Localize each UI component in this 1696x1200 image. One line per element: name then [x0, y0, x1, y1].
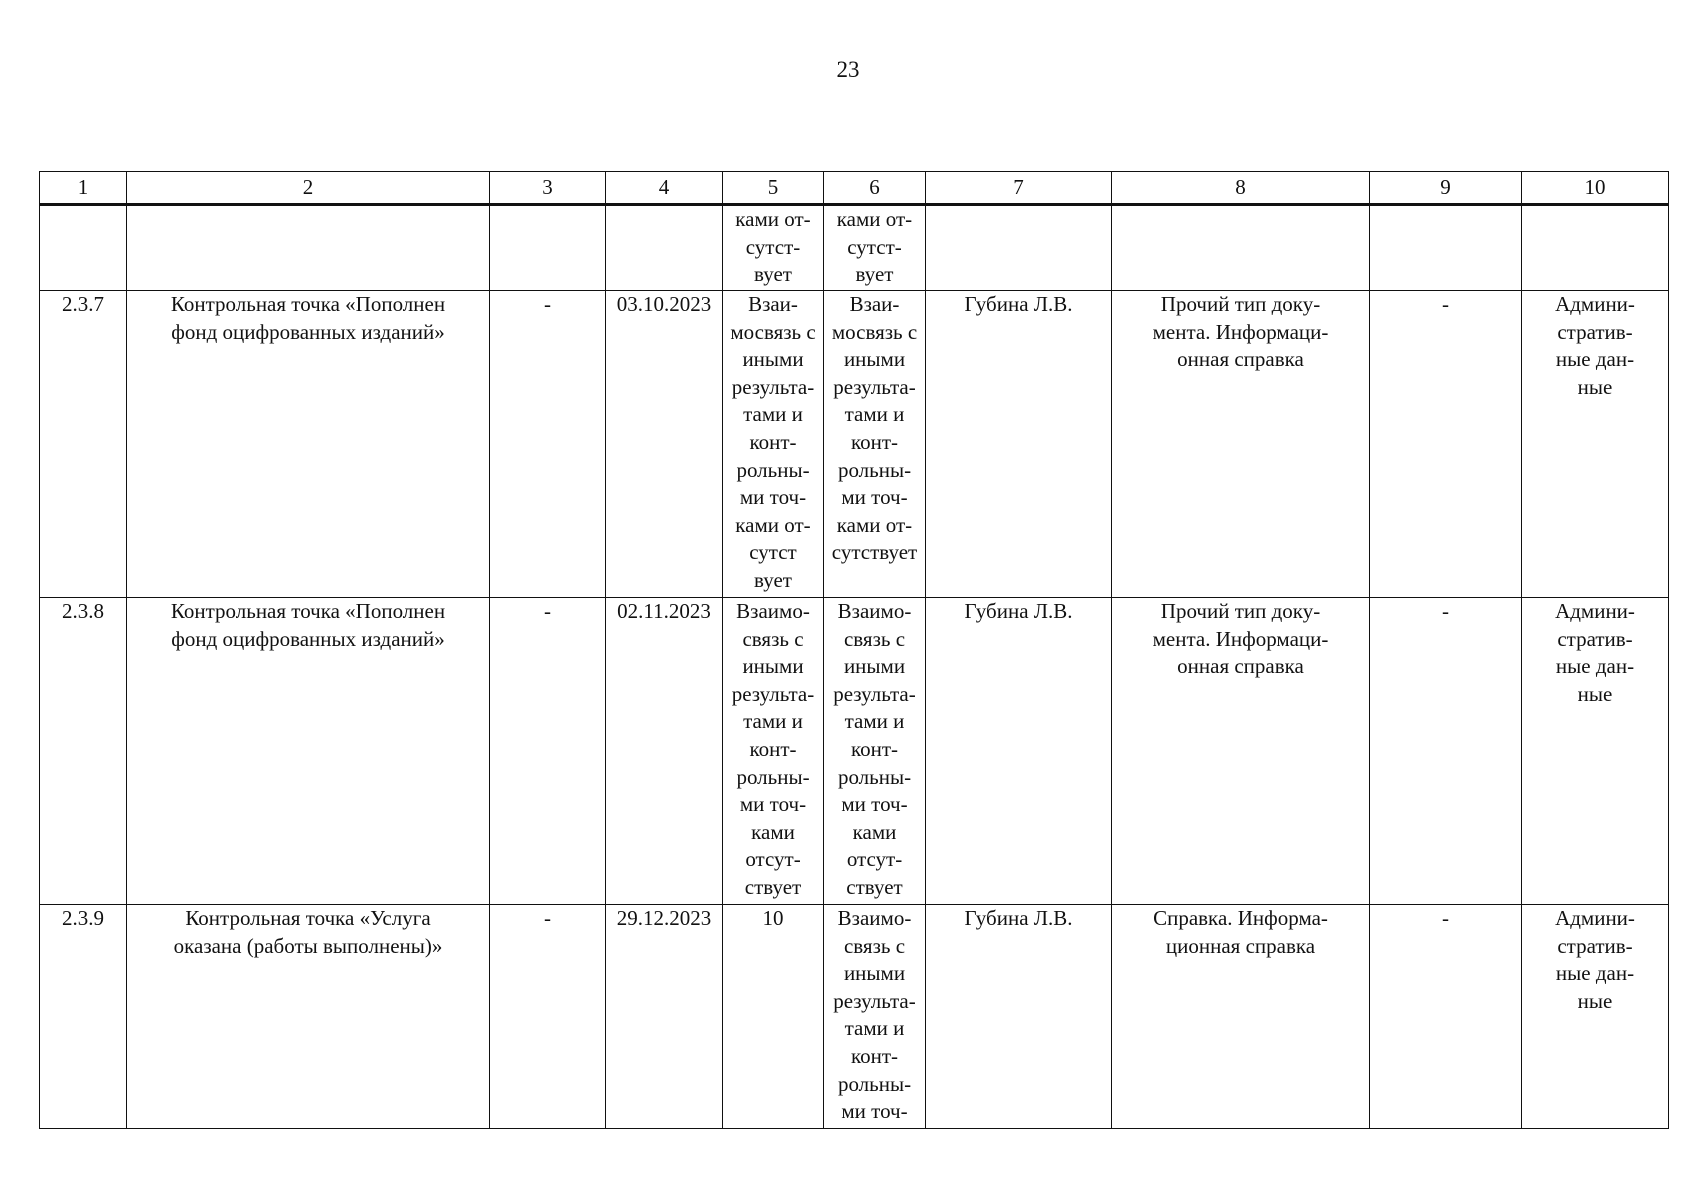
row-col-9: [1370, 205, 1522, 291]
column-header: 8: [1112, 172, 1370, 205]
cell-line: Админи-: [1555, 292, 1635, 316]
cell-line: иными: [843, 347, 906, 372]
cell-line: вует: [754, 567, 792, 592]
cell-line: ми точ-: [841, 485, 908, 510]
cell-line: ми точ-: [841, 792, 908, 817]
cell-line: рольны-: [837, 1071, 912, 1096]
row-responsible: Губина Л.В.: [926, 598, 1112, 905]
page-number: 23: [836, 57, 860, 82]
cell-line: сутствует: [831, 540, 918, 565]
cell-line: ками: [751, 819, 795, 844]
cell-line: ные: [1577, 374, 1613, 399]
row-number: [40, 205, 127, 291]
cell-line: связь с: [843, 626, 906, 651]
cell-line: Прочий тип доку-: [1160, 292, 1321, 316]
column-header: 1: [40, 172, 127, 205]
cell-line: ками от-: [836, 207, 913, 231]
cell-line: Взаи-: [748, 292, 798, 316]
cell-line: рольны-: [837, 457, 912, 482]
row-col-5: [723, 205, 824, 291]
cell-line: результа-: [833, 374, 916, 399]
cell-line: конт-: [749, 429, 797, 454]
table-row: [40, 905, 1669, 1129]
cell-line: конт-: [850, 429, 899, 454]
row-doc-type: [1112, 205, 1370, 291]
column-header: 2: [127, 172, 490, 205]
row-col-5: [723, 598, 824, 905]
cell-line: вует: [754, 262, 792, 287]
cell-line: ные дан-: [1555, 654, 1635, 679]
cell-line: Админи-: [1555, 599, 1635, 623]
cell-line: связь с: [843, 933, 906, 958]
cell-line: Справка. Информа-: [1153, 906, 1328, 930]
cell-line: стратив-: [1557, 319, 1633, 344]
row-name: [127, 598, 490, 905]
cell-line: Взаимо-: [837, 906, 912, 930]
row-col-6: [824, 598, 926, 905]
column-header: 4: [606, 172, 723, 205]
column-header: 9: [1370, 172, 1522, 205]
cell-line: тами и: [844, 709, 905, 734]
row-responsible: [926, 205, 1112, 291]
schedule-table: [39, 171, 1669, 1129]
cell-line: рольны-: [736, 764, 810, 789]
column-header: 7: [926, 172, 1112, 205]
row-source: [1522, 291, 1669, 598]
cell-line: мосвязь с: [730, 319, 816, 344]
cell-line: Взаи-: [849, 292, 900, 316]
column-header: 6: [824, 172, 926, 205]
cell-line: оказана (работы выполнены)»: [173, 933, 443, 958]
row-number: 2.3.8: [40, 598, 127, 905]
cell-line: онная справка: [1177, 347, 1304, 372]
row-name: [127, 905, 490, 1129]
cell-line: ные дан-: [1555, 961, 1635, 986]
row-date: 03.10.2023: [606, 291, 723, 598]
cell-line: ствует: [846, 874, 903, 899]
row-source: [1522, 205, 1669, 291]
cell-line: ционная справка: [1165, 933, 1316, 958]
cell-line: сутст-: [847, 234, 902, 259]
cell-line: тами и: [844, 402, 905, 427]
cell-line: иными: [843, 961, 906, 986]
row-col-3: [490, 205, 606, 291]
row-doc-type: [1112, 598, 1370, 905]
cell-line: ками от-: [735, 512, 811, 537]
cell-line: Прочий тип доку-: [1160, 599, 1321, 623]
cell-line: мента. Информаци-: [1152, 626, 1329, 651]
cell-line: стратив-: [1557, 626, 1633, 651]
cell-line: тами и: [844, 1016, 905, 1041]
table-row: [40, 205, 1669, 291]
row-responsible: Губина Л.В.: [926, 291, 1112, 598]
row-number: 2.3.9: [40, 905, 127, 1129]
cell-line: отсут-: [745, 847, 801, 872]
row-col-5: [723, 905, 824, 1129]
cell-line: конт-: [850, 736, 899, 761]
table-row: [40, 291, 1669, 598]
row-col-6: [824, 205, 926, 291]
cell-line: мента. Информаци-: [1152, 319, 1329, 344]
cell-line: ками: [852, 819, 897, 844]
cell-line: конт-: [749, 736, 797, 761]
cell-line: тами и: [743, 709, 803, 734]
cell-line: результа-: [833, 988, 916, 1013]
cell-line: ные дан-: [1555, 347, 1635, 372]
cell-line: иными: [843, 654, 906, 679]
row-date: 02.11.2023: [606, 598, 723, 905]
cell-line: иными: [742, 347, 804, 372]
row-col-3: -: [490, 598, 606, 905]
cell-line: стратив-: [1557, 933, 1633, 958]
row-col-3: -: [490, 905, 606, 1129]
cell-line: 10: [762, 906, 784, 930]
cell-line: результа-: [833, 681, 916, 706]
cell-line: Взаимо-: [837, 599, 912, 623]
row-source: [1522, 598, 1669, 905]
row-col-5: [723, 291, 824, 598]
cell-line: онная справка: [1177, 654, 1304, 679]
row-col-9: -: [1370, 291, 1522, 598]
column-header: 10: [1522, 172, 1669, 205]
cell-line: Админи-: [1555, 906, 1635, 930]
row-col-6: [824, 291, 926, 598]
cell-line: мосвязь с: [831, 319, 918, 344]
cell-line: ками от-: [836, 512, 913, 537]
row-date: [606, 205, 723, 291]
row-col-9: -: [1370, 905, 1522, 1129]
cell-line: ми точ-: [841, 1099, 908, 1124]
cell-line: Взаимо-: [736, 599, 810, 623]
row-doc-type: [1112, 291, 1370, 598]
cell-line: отсут-: [846, 847, 903, 872]
cell-line: сутст-: [745, 234, 801, 259]
row-number: 2.3.7: [40, 291, 127, 598]
cell-line: связь с: [742, 626, 804, 651]
column-header: 5: [723, 172, 824, 205]
cell-line: ные: [1577, 681, 1613, 706]
cell-line: сутст: [749, 540, 797, 565]
cell-line: ками от-: [735, 207, 811, 231]
cell-line: рольны-: [736, 457, 810, 482]
cell-line: Контрольная точка «Услуга: [185, 906, 431, 930]
row-date: 29.12.2023: [606, 905, 723, 1129]
cell-line: ные: [1577, 988, 1613, 1013]
cell-line: вует: [855, 262, 894, 287]
row-col-9: -: [1370, 598, 1522, 905]
column-number-row: [40, 172, 1669, 205]
cell-line: ми точ-: [739, 792, 807, 817]
cell-line: иными: [742, 654, 804, 679]
cell-line: рольны-: [837, 764, 912, 789]
column-header: 3: [490, 172, 606, 205]
cell-line: Контрольная точка «Пополнен: [170, 292, 446, 316]
cell-line: результа-: [731, 374, 815, 399]
cell-line: фонд оцифрованных изданий»: [171, 319, 445, 344]
row-doc-type: [1112, 905, 1370, 1129]
table-row: [40, 598, 1669, 905]
cell-line: Контрольная точка «Пополнен: [170, 599, 446, 623]
cell-line: ствует: [744, 874, 802, 899]
cell-line: фонд оцифрованных изданий»: [171, 626, 445, 651]
cell-line: тами и: [743, 402, 803, 427]
row-name: [127, 205, 490, 291]
row-col-6: [824, 905, 926, 1129]
row-source: [1522, 905, 1669, 1129]
row-name: [127, 291, 490, 598]
cell-line: результа-: [731, 681, 815, 706]
cell-line: ми точ-: [739, 485, 807, 510]
cell-line: конт-: [850, 1043, 899, 1068]
row-responsible: Губина Л.В.: [926, 905, 1112, 1129]
row-col-3: -: [490, 291, 606, 598]
